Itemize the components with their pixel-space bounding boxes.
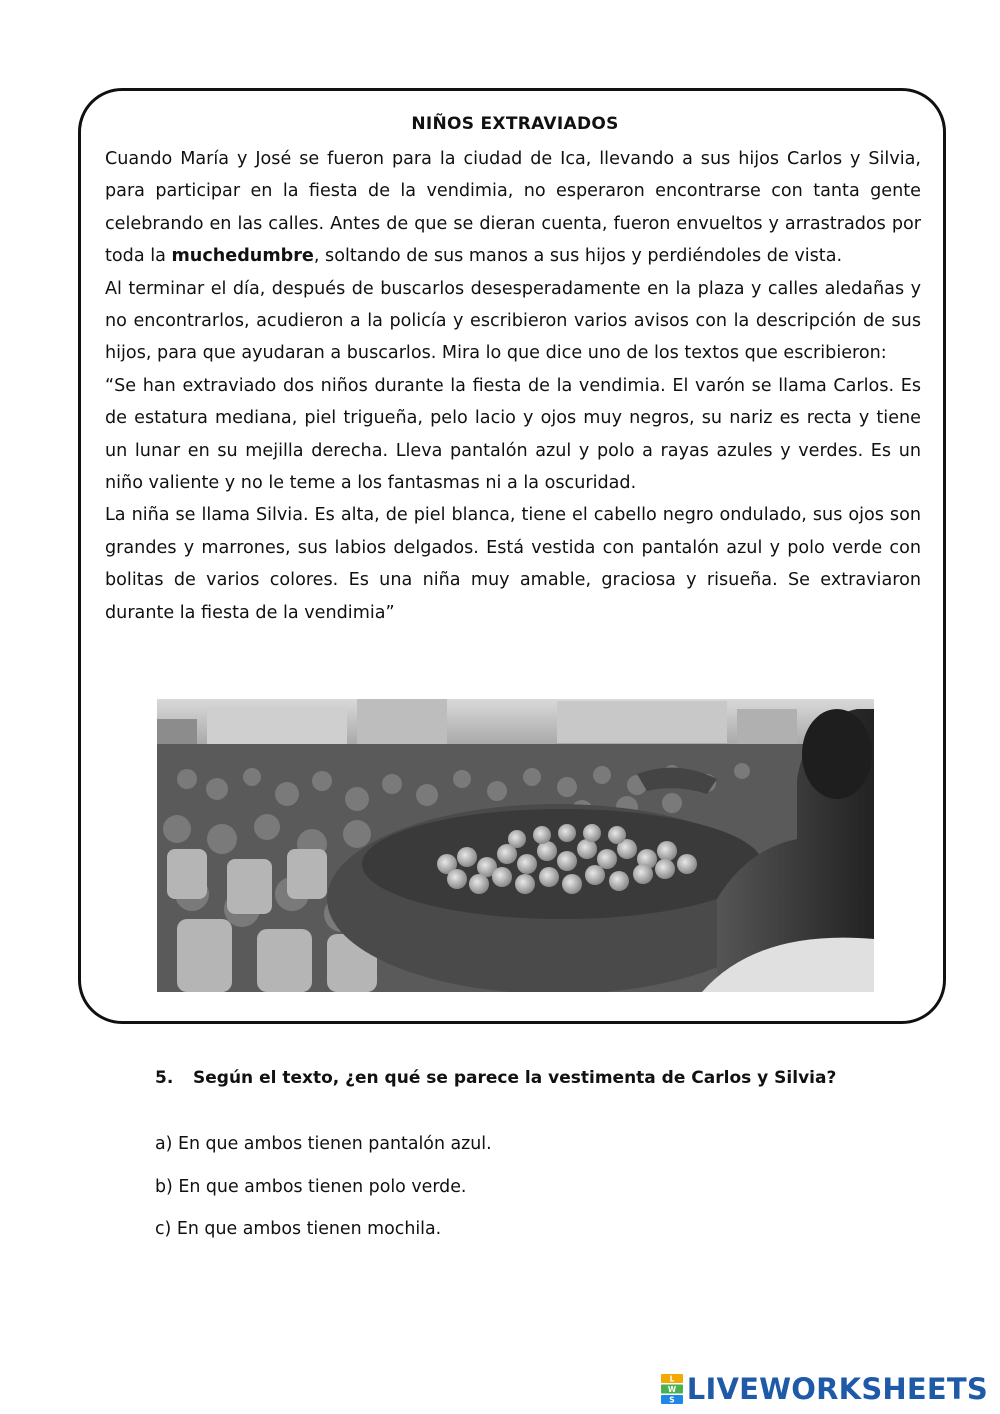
option-c[interactable]: c) En que ambos tienen mochila.: [155, 1219, 442, 1239]
story-p1-end: , soltando de sus manos a sus hijos y perdiéndoles de vista.: [313, 246, 843, 267]
story-paragraph-1: [105, 143, 921, 273]
logo-letter-l: L: [669, 1374, 675, 1384]
logo-letter-s: S: [669, 1395, 675, 1404]
story-title: NIÑOS EXTRAVIADOS: [411, 114, 619, 134]
story-p1-start: Cuando María y José se fueron para la ciudad de Ica, llevando a sus hijos Carlos y Silvia, para participar en la fiesta de la vendimia, no esperaron encontrarse con tanta gente celebrando en las calles. Antes de que se dieran cuenta, fueron envueltos y arrastrados por toda la: [105, 149, 921, 267]
story-text: [105, 143, 921, 629]
story-paragraph-4: La niña se llama Silvia. Es alta, de piel blanca, tiene el cabello negro ondulado, sus ojos son grandes y marrones, sus labios delgados. Está vestida con pantalón azul y polo verde con bolitas de varios colores. Es una niña muy amable, graciosa y risueña. Se extraviaron durante la fiesta de la vendimia”: [105, 505, 921, 623]
story-paragraph-3: “Se han extraviado dos niños durante la fiesta de la vendimia. El varón se llama Carlos. Es de estatura mediana, piel trigueña, pelo lacio y ojos muy negros, su nariz es recta y tiene un lunar en su mejilla derecha. Lleva pantalón azul y polo a rayas azules y verdes. Es un niño valiente y no le teme a los fantasmas ni a la oscuridad.: [105, 375, 921, 494]
brand-name: LIVEWORKSHEETS: [686, 1372, 988, 1406]
liveworksheets-logo-icon: [661, 1374, 683, 1404]
question-text: Según el texto, ¿en qué se parece la vestimenta de Carlos y Silvia?: [193, 1068, 837, 1088]
option-b[interactable]: b) En que ambos tienen polo verde.: [155, 1177, 467, 1197]
option-a[interactable]: a) En que ambos tienen pantalón azul.: [155, 1134, 492, 1154]
grape-harvest-crowd-photo-illustration: [157, 699, 874, 992]
crowd-photo: [157, 699, 874, 992]
logo-letter-w: W: [667, 1385, 676, 1394]
question-number: 5.: [155, 1068, 174, 1088]
question-5: [155, 1068, 836, 1088]
story-paragraph-2: Al terminar el día, después de buscarlos desesperadamente en la plaza y calles aledañas y no encontrarlos, acudieron a la policía y escribieron varios avisos con la descripción de sus hijos, para que ayudaran a buscarlos. Mira lo que dice uno de los textos que escribieron:: [105, 278, 921, 364]
story-bold-word: muchedumbre: [171, 246, 314, 267]
liveworksheets-brand[interactable]: [661, 1372, 988, 1406]
